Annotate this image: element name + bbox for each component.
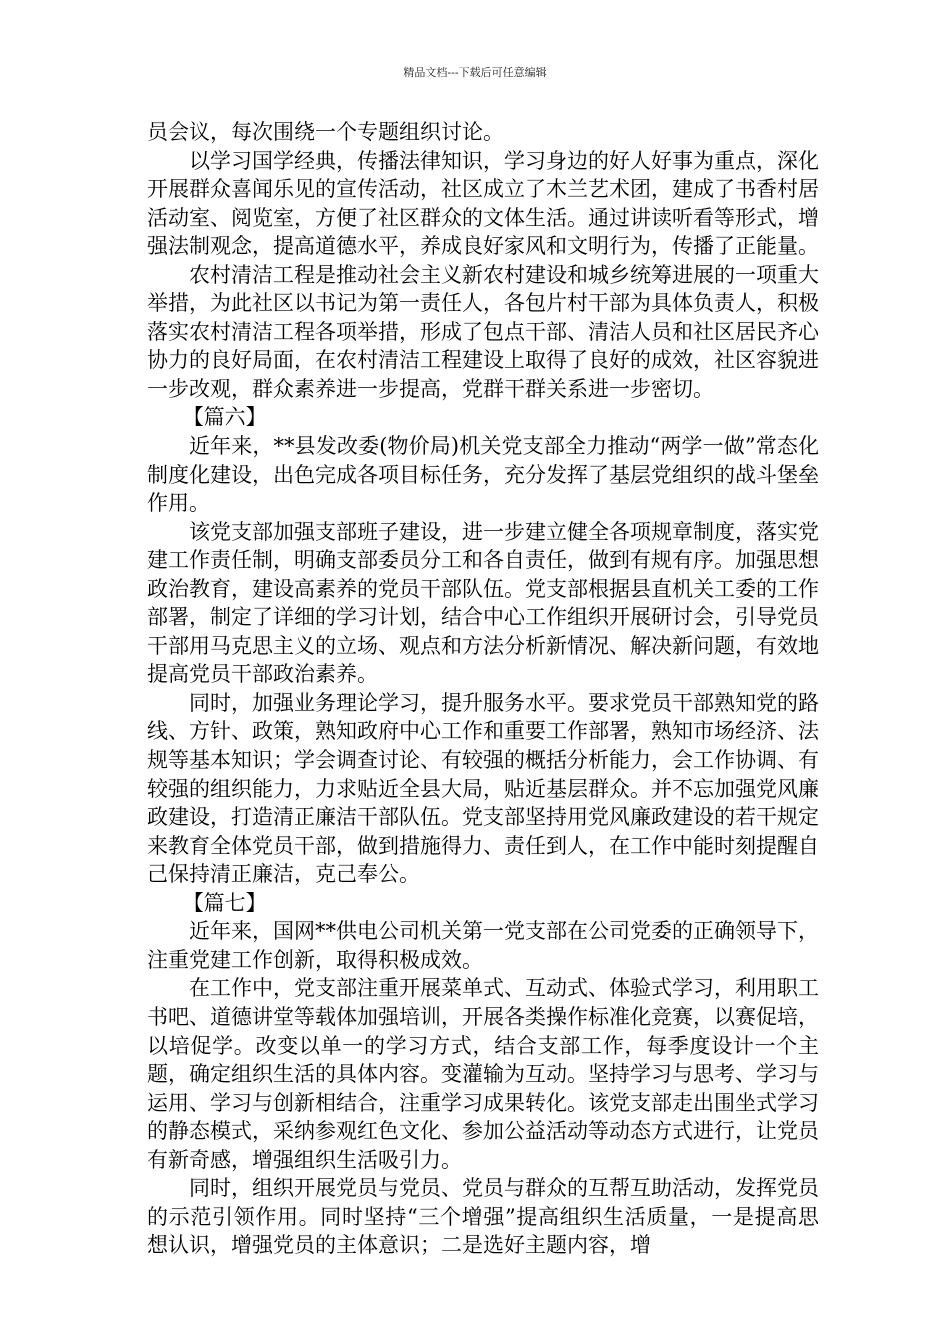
document-body (147, 118, 819, 1260)
paragraph: 该党支部加强支部班子建设，进一步建立健全各项规章制度，落实党建工作责任制，明确支部委员分工和各自责任，做到有规有序。加强思想政治教育，建设高素养的党员干部队伍。党支部根据县直机关工委的工作部署，制定了详细的学习计划，结合中心工作组织开展研讨会，引导党员干部用马克思主义的立场、观点和方法分析新情况、解决新问题，有效地提高党员干部政治素养。 (147, 519, 819, 687)
paragraph: 同时，组织开展党员与党员、党员与群众的互帮互助活动，发挥党员的示范引领作用。同时坚持“三个增强”提高组织生活质量，一是提高思想认识，增强党员的主体意识；二是选好主题内容，增 (147, 1176, 819, 1258)
paragraph: 以学习国学经典，传播法律知识，学习身边的好人好事为重点，深化开展群众喜闻乐见的宣传活动，社区成立了木兰艺术团，建成了书香村居活动室、阅览室，方便了社区群众的文体生活。通过讲读听看等形式，增强法制观念，提高道德水平，养成良好家风和文明行为，传播了正能量。 (147, 148, 819, 259)
paragraph: 近年来，**县发改委(物价局)机关党支部全力推动“两学一做”常态化制度化建设，出色完成各项目标任务，充分发挥了基层党组织的战斗堡垒作用。 (147, 434, 819, 516)
paragraph: 同时，加强业务理论学习，提升服务水平。要求党员干部熟知党的路线、方针、政策，熟知政府中心工作和重要工作部署，熟知市场经济、法规等基本知识；学会调查讨论、有较强的概括分析能力，会工作协调、有较强的组织能力，力求贴近全县大局，贴近基层群众。并不忘加强党风廉政建设，打造清正廉洁干部队伍。党支部坚持用党风廉政建设的若干规定来教育全体党员干部，做到措施得力、责任到人，在工作中能时刻提醒自己保持清正廉洁，克己奉公。 (147, 690, 819, 887)
page-header: 精品文档---下载后可任意编辑 (403, 66, 547, 79)
paragraph: 员会议，每次围绕一个专题组织讨论。 (147, 120, 504, 144)
paragraph: 农村清洁工程是推动社会主义新农村建设和城乡统筹进展的一项重大举措，为此社区以书记为第一责任人，各包片村干部为具体负责人，积极落实农村清洁工程各项举措，形成了包点干部、清洁人员和社区居民齐心协力的良好局面，在农村清洁工程建设上取得了良好的成效，社区容貌进一步改观，群众素养进一步提高，党群干群关系进一步密切。 (147, 262, 819, 401)
section-heading: 【篇七】 (182, 890, 267, 915)
section-heading: 【篇六】 (182, 405, 267, 430)
paragraph: 在工作中，党支部注重开展菜单式、互动式、体验式学习，利用职工书吧、道德讲堂等载体加强培训，开展各类操作标准化竞赛，以赛促培，以培促学。改变以单一的学习方式，结合支部工作，每季度设计一个主题，确定组织生活的具体内容。变灌输为互动。坚持学习与思考、学习与运用、学习与创新相结合，注重学习成果转化。该党支部走出围坐式学习的静态模式，采纳参观红色文化、参加公益活动等动态方式进行，让党员有新奇感，增强组织生活吸引力。 (147, 976, 819, 1172)
paragraph: 近年来，国网**供电公司机关第一党支部在公司党委的正确领导下，注重党建工作创新，取得积极成效。 (147, 919, 819, 972)
